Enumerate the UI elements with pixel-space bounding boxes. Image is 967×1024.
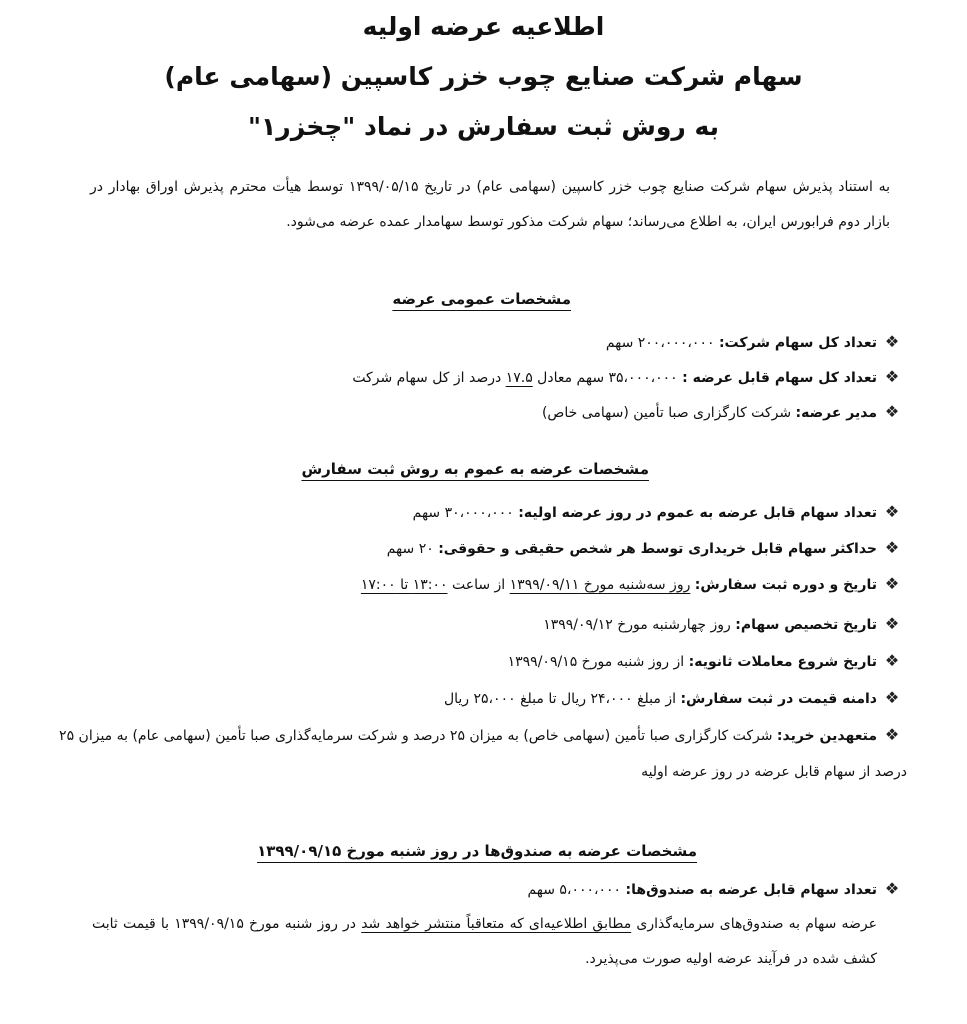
item-label: مدیر عرضه: xyxy=(795,405,877,421)
bullet-icon: ❖ xyxy=(884,332,900,351)
item-label: تاریخ شروع معاملات ثانویه: xyxy=(688,654,877,670)
item-value-time: ۱۳:۰۰ تا ۱۷:۰۰ xyxy=(360,577,448,593)
item-value-date: ۱۳۹۹/۰۹/۱۱ xyxy=(509,577,580,593)
note-text-underlined: مطابق اطلاعیه‌ای که متعاقباً منتشر خواهد شد xyxy=(361,916,632,932)
bullet-icon: ❖ xyxy=(884,688,900,707)
bullet-icon: ❖ xyxy=(884,367,900,386)
title-line-3: به روش ثبت سفارش در نماد "چخزر۱" xyxy=(248,112,719,141)
item-value: شرکت کارگزاری صبا تأمین (سهامی خاص) xyxy=(541,405,796,421)
item-allocation-date xyxy=(57,606,907,643)
item-value: ۵،۰۰۰،۰۰۰ سهم xyxy=(527,882,626,898)
item-label: تاریخ تخصیص سهام: xyxy=(735,617,877,633)
intro-paragraph: به استناد پذیرش سهام شرکت صنایع چوب خزر کاسپین (سهامی عام) در تاریخ ۱۳۹۹/۰۵/۱۵ توسط هیأت محترم پذیرش اوراق بهادار در بازار دوم فرابورس ایران، به اطلاع می‌رساند؛ سهام شرکت مذکور توسط سهامدار عمده عرضه می‌شود. xyxy=(90,179,890,230)
item-fund-shares xyxy=(57,871,907,908)
item-offer-manager xyxy=(57,394,907,431)
item-total-shares xyxy=(57,324,907,361)
item-value: روز سه‌شنبه مورخ xyxy=(579,577,691,593)
item-value: درصد از کل سهام شرکت xyxy=(352,370,506,386)
bullet-icon: ❖ xyxy=(884,725,900,744)
note-text: در روز شنبه مورخ ۱۳۹۹/۰۹/۱۵ با قیمت ثابت کشف شده در فرآیند عرضه اولیه صورت می‌پذیرد. xyxy=(92,916,877,967)
item-label: حداکثر سهام قابل خریداری توسط هر شخص حقیقی و حقوقی: xyxy=(438,541,877,557)
item-value: ۳۰،۰۰۰،۰۰۰ سهم xyxy=(412,505,519,521)
item-value: از ساعت xyxy=(447,577,510,593)
item-value: ۲۰ سهم xyxy=(386,541,439,557)
bullet-icon: ❖ xyxy=(884,651,900,670)
item-public-shares xyxy=(57,494,907,531)
section-general-title: مشخصات عمومی عرضه xyxy=(392,290,571,308)
funds-note-paragraph xyxy=(92,907,877,977)
section-funds-title: مشخصات عرضه به صندوق‌ها در روز شنبه مورخ ۱۳۹۹/۰۹/۱۵ xyxy=(257,842,697,860)
item-max-per-person xyxy=(57,530,907,567)
item-label: تعداد سهام قابل عرضه به عموم در روز عرضه اولیه: xyxy=(518,505,877,521)
bullet-icon: ❖ xyxy=(884,574,900,593)
item-value: ۳۵،۰۰۰،۰۰۰ سهم معادل xyxy=(532,370,683,386)
bullet-icon: ❖ xyxy=(884,502,900,521)
item-value: روز چهارشنبه مورخ ۱۳۹۹/۰۹/۱۲ xyxy=(543,617,736,633)
item-order-period xyxy=(57,566,907,603)
item-label: تعداد سهام قابل عرضه به صندوق‌ها: xyxy=(625,882,877,898)
section-public-offer-title: مشخصات عرضه به عموم به روش ثبت سفارش xyxy=(301,460,649,478)
item-value: از روز شنبه مورخ ۱۳۹۹/۰۹/۱۵ xyxy=(507,654,689,670)
note-text: عرضه سهام به صندوق‌های سرمایه‌گذاری xyxy=(631,916,878,932)
item-label: تاریخ و دوره ثبت سفارش: xyxy=(694,577,877,593)
item-value: شرکت کارگزاری صبا تأمین (سهامی خاص) به میزان ۲۵ درصد و شرکت سرمایه‌گذاری صبا تأمین (سهامی عام) به میزان ۲۵ درصد از سهام قابل عرضه در روز عرضه اولیه xyxy=(59,728,907,780)
bullet-icon: ❖ xyxy=(884,614,900,633)
item-underwriters xyxy=(57,717,907,790)
bullet-icon: ❖ xyxy=(884,538,900,557)
item-offered-shares xyxy=(57,359,907,396)
item-price-range xyxy=(57,680,907,717)
item-label: متعهدین خرید: xyxy=(776,728,877,744)
title-line-2: سهام شرکت صنایع چوب خزر کاسپین (سهامی عام) xyxy=(164,62,803,91)
item-secondary-trading xyxy=(57,643,907,680)
item-value: از مبلغ ۲۴،۰۰۰ ریال تا مبلغ ۲۵،۰۰۰ ریال xyxy=(443,691,681,707)
item-label: تعداد کل سهام قابل عرضه : xyxy=(682,370,877,386)
item-label: دامنه قیمت در ثبت سفارش: xyxy=(680,691,877,707)
bullet-icon: ❖ xyxy=(884,402,900,421)
bullet-icon: ❖ xyxy=(884,879,900,898)
item-value: ۲۰۰،۰۰۰،۰۰۰ سهم xyxy=(605,335,719,351)
title-line-1: اطلاعیه عرضه اولیه xyxy=(362,12,605,41)
item-value-percent: ۱۷.۵ xyxy=(505,370,533,386)
item-label: تعداد کل سهام شرکت: xyxy=(718,335,877,351)
